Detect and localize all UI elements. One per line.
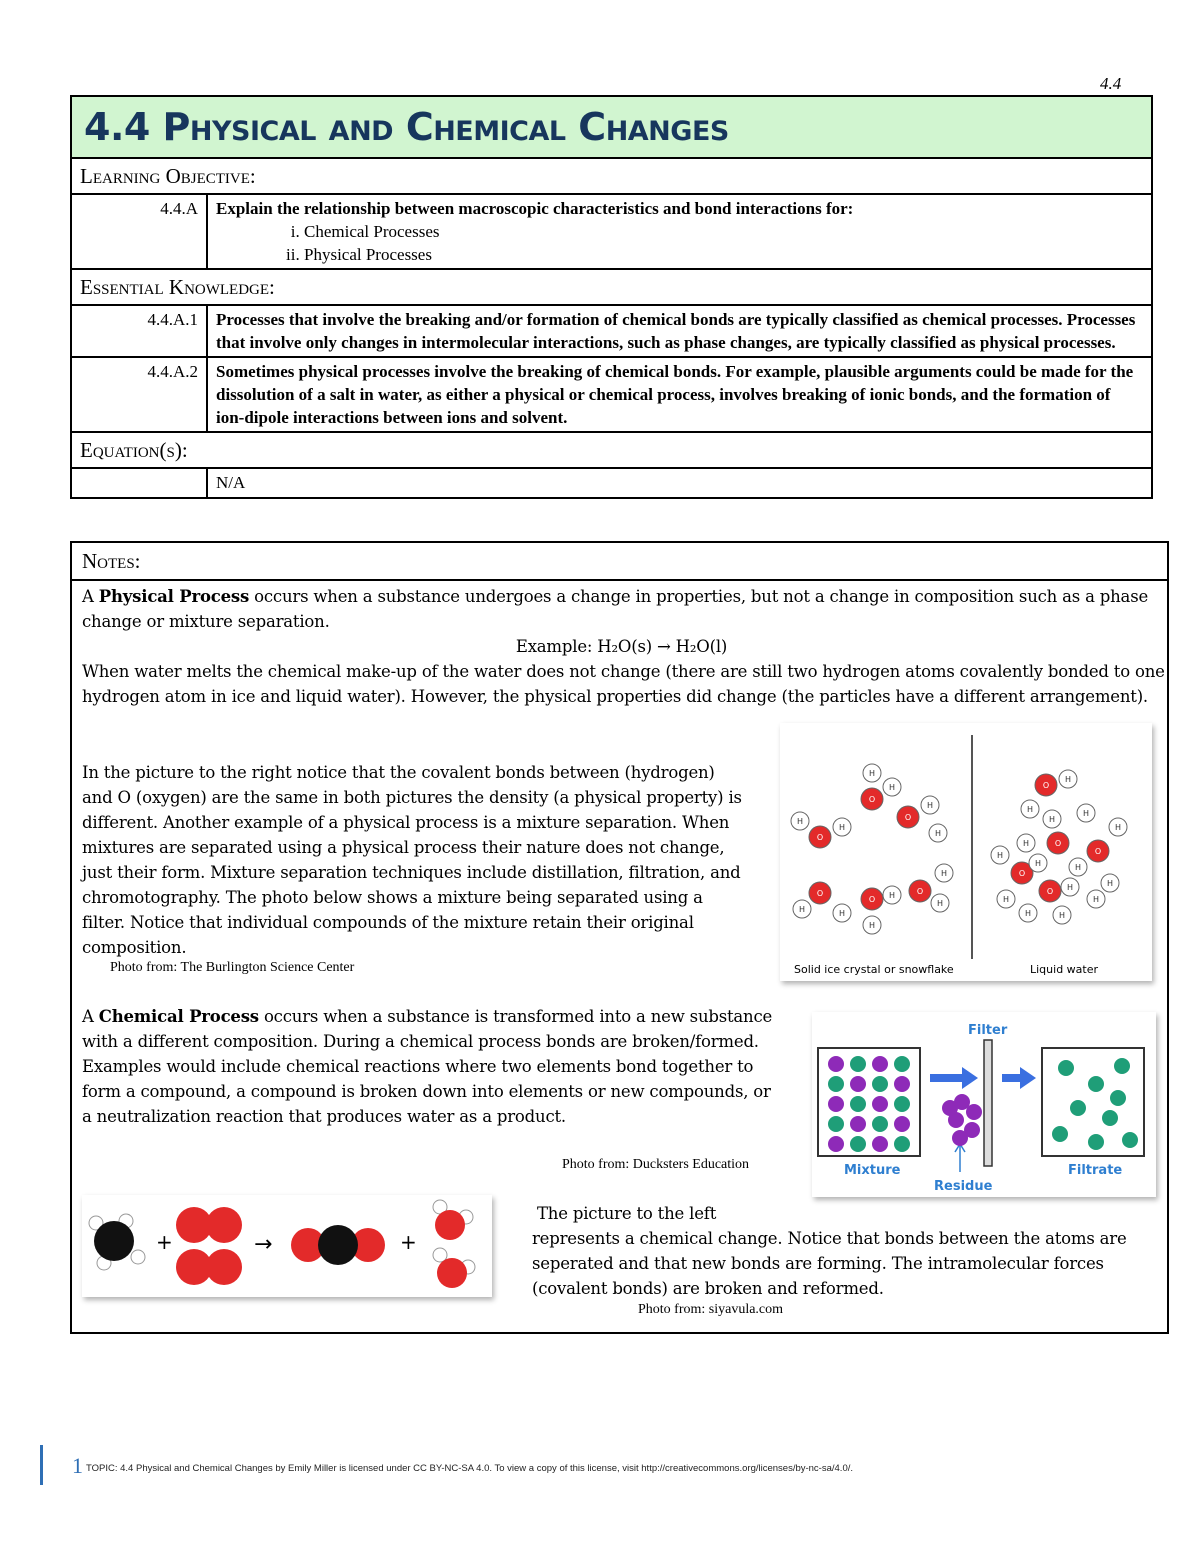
hydrogen-atom-label: H xyxy=(888,891,896,900)
objective-item: i. Chemical Processes xyxy=(304,220,1143,243)
water-molecules xyxy=(433,1200,475,1288)
mixture-particle xyxy=(850,1096,866,1112)
hydrogen-atom-label: H xyxy=(868,921,876,930)
mixture-particle xyxy=(894,1116,910,1132)
hydrogen-atom-label: H xyxy=(1092,895,1100,904)
license-text: TOPIC: 4.4 Physical and Chemical Changes by Emily Miller is licensed under CC BY-NC-SA 4.0. To view a copy of this license, visit http://creativecommons.org/licenses/by-nc-sa/4.0/. xyxy=(86,1463,854,1474)
section-number: 4.4 xyxy=(1100,74,1122,93)
hydrogen-atom-label: H xyxy=(1024,909,1032,918)
mixture-particle xyxy=(894,1056,910,1072)
mixture-particle xyxy=(894,1076,910,1092)
learning-objective-heading: Learning Objective: xyxy=(71,158,1152,194)
filtrate-particle xyxy=(1058,1060,1074,1076)
residue-particle xyxy=(942,1100,958,1116)
reaction-figure xyxy=(82,1195,492,1297)
example-equation: Example: H₂O(s) → H₂O(l) xyxy=(515,637,728,656)
residue-particles xyxy=(942,1094,982,1146)
knowledge-text: Sometimes physical processes involve the breaking of chemical bonds. For example, plausible arguments could be made for the dissolution of a salt in water, as either a physical or chemical process, involves breaking of ionic bonds, and the formation of ion-dipole interactions between ions and solvent. xyxy=(207,357,1152,432)
filtration-diagram xyxy=(812,1012,1156,1197)
hydrogen-atom-label: H xyxy=(838,823,846,832)
mixture-particle xyxy=(850,1136,866,1152)
mixture-particle xyxy=(894,1136,910,1152)
mixture-particle xyxy=(828,1076,844,1092)
arrow-to-filtrate xyxy=(1002,1067,1036,1089)
essential-knowledge-heading: Essential Knowledge: xyxy=(71,269,1152,305)
hydrogen-atom-label: H xyxy=(1034,859,1042,868)
hydrogen-atom-label: H xyxy=(798,905,806,914)
filtrate-particle xyxy=(1088,1134,1104,1150)
equations-heading: Equation(s): xyxy=(71,432,1152,468)
oxygen-atom-label: O xyxy=(1018,869,1026,878)
filtrate-particle xyxy=(1114,1058,1130,1074)
objective-text xyxy=(207,194,1152,269)
reaction-intro: The picture to the left xyxy=(537,1204,717,1223)
objective-table xyxy=(70,95,1153,499)
hydrogen-atom-label: H xyxy=(936,899,944,908)
oxygen-atom-label: O xyxy=(1054,839,1062,848)
residue-label: Residue xyxy=(934,1179,993,1194)
filtrate-particle xyxy=(1052,1126,1068,1142)
mixture-particle xyxy=(872,1136,888,1152)
chemical-process-term: Chemical Process xyxy=(98,1007,259,1026)
chemical-intro: A xyxy=(82,1007,99,1026)
carbon-dioxide-molecule xyxy=(291,1225,385,1265)
plus-sign: + xyxy=(400,1230,417,1254)
oxygen-atom-label: O xyxy=(1042,781,1050,790)
hydrogen-atom-label: H xyxy=(1048,815,1056,824)
filtrate-particle xyxy=(1088,1076,1104,1092)
knowledge-code: 4.4.A.2 xyxy=(71,357,207,432)
filtrate-particle xyxy=(1122,1132,1138,1148)
hydrogen-atom-label: H xyxy=(1114,823,1122,832)
hydrogen-atom-label: H xyxy=(1106,879,1114,888)
hydrogen-atom-label: H xyxy=(1002,895,1010,904)
oxygen-atom-label: O xyxy=(868,895,876,904)
hydrogen-atom-label: H xyxy=(934,829,942,838)
page-number: 1 xyxy=(72,1453,83,1478)
knowledge-text: Processes that involve the breaking and/or formation of chemical bonds are typically classified as chemical processes. Processes that involve only changes in intermolecular interactions, such as phase changes, are typically classified as physical processes. xyxy=(207,305,1152,357)
hydrogen-atom-label: H xyxy=(888,783,896,792)
hydrogen-atom-label: H xyxy=(1066,883,1074,892)
physical-intro: A xyxy=(82,587,99,606)
mixture-particle xyxy=(872,1116,888,1132)
oxygen-molecules xyxy=(176,1207,242,1285)
mixture-particle xyxy=(850,1056,866,1072)
oxygen-atom-label: O xyxy=(816,889,824,898)
residue-particle xyxy=(952,1130,968,1146)
liquid-caption: Liquid water xyxy=(1030,963,1099,976)
filtrate-particle xyxy=(1102,1110,1118,1126)
liquid-molecules xyxy=(991,770,1127,924)
filtrate-particle xyxy=(1070,1100,1086,1116)
title-cell xyxy=(71,96,1152,158)
hydrogen-atom-label: H xyxy=(940,869,948,878)
physical-definition: occurs when a substance undergoes a change in properties, but not a change in composition such as a phase change or mixture separation. xyxy=(82,587,1149,631)
mixture-particle xyxy=(850,1116,866,1132)
mixture-particle xyxy=(850,1076,866,1092)
methane-molecule xyxy=(89,1214,145,1270)
hydrogen-atom-label: H xyxy=(1082,809,1090,818)
oxygen-atom-label: O xyxy=(816,833,824,842)
objective-description: Explain the relationship between macroscopic characteristics and bond interactions for: xyxy=(216,199,854,218)
reaction-diagram xyxy=(82,1195,492,1297)
mixture-particle xyxy=(872,1076,888,1092)
filtration-figure xyxy=(812,1012,1156,1197)
oxygen-atom-label: O xyxy=(868,795,876,804)
filter-barrier xyxy=(984,1040,992,1166)
oxygen-atom-label: O xyxy=(904,813,912,822)
ice-molecules xyxy=(791,764,953,934)
hydrogen-atom-label: H xyxy=(1064,775,1072,784)
photo-credit-burlington: Photo from: The Burlington Science Center xyxy=(110,960,355,975)
hydrogen-atom-label: H xyxy=(1026,805,1034,814)
mixture-particle xyxy=(828,1056,844,1072)
photo-credit-ducksters: Photo from: Ducksters Education xyxy=(562,1157,750,1172)
notes-heading: Notes: xyxy=(72,543,1167,581)
picture-paragraph: In the picture to the right notice that the covalent bonds between (hydrogen) and O (oxygen) are the same in both pictures the density (a physical property) is different. Another example of a physical process is a mixture separation. When mixtures are separated using a physical process their nature does not change, just their form. Mixture separation techniques include distillation, filtration, and chromotography. The photo below shows a mixture being separated using a filter. Notice that individual compounds of the mixture retain their original composition. xyxy=(82,763,742,957)
chemical-process-paragraph xyxy=(82,1004,782,1129)
hydrogen-atom-label: H xyxy=(1058,911,1066,920)
physical-process-term: Physical Process xyxy=(98,587,250,606)
mixture-particle xyxy=(828,1096,844,1112)
page-title: 4.4 Physical and Chemical Changes xyxy=(84,105,729,149)
water-paragraph: When water melts the chemical make-up of the water does not change (there are still two hydrogen atoms covalently bonded to one hydrogen atom in ice and liquid water). However, the physical properties did change (the particles have a different arrangement). xyxy=(82,662,1165,706)
hydrogen-atom-label: H xyxy=(796,817,804,826)
mixture-particle xyxy=(828,1136,844,1152)
filtrate-label: Filtrate xyxy=(1068,1163,1123,1178)
oxygen-atom-label: O xyxy=(916,887,924,896)
physical-process-paragraph xyxy=(82,584,1162,634)
hydrogen-atom-label: H xyxy=(996,851,1004,860)
ice-water-diagram xyxy=(780,723,1152,981)
objective-list xyxy=(216,220,1143,266)
notes-box xyxy=(70,541,1169,1334)
mixture-particle xyxy=(894,1096,910,1112)
mixture-particle xyxy=(828,1116,844,1132)
knowledge-code: 4.4.A.1 xyxy=(71,305,207,357)
reaction-description: represents a chemical change. Notice that bonds between the atoms are seperated and that new bonds are forming. The intramolecular forces (covalent bonds) are broken and reformed. xyxy=(532,1229,1127,1298)
objective-code: 4.4.A xyxy=(71,194,207,269)
reaction-arrow: → xyxy=(254,1232,273,1257)
residue-particle xyxy=(966,1104,982,1120)
filter-label: Filter xyxy=(968,1023,1008,1038)
arrow-to-filter xyxy=(930,1067,978,1089)
footer-bar xyxy=(40,1445,43,1485)
hydrogen-atom-label: H xyxy=(1074,863,1082,872)
hydrogen-atom-label: H xyxy=(926,801,934,810)
oxygen-atom-label: O xyxy=(1046,887,1054,896)
photo-credit-siyavula: Photo from: siyavula.com xyxy=(638,1302,784,1317)
hydrogen-atom-label: H xyxy=(868,769,876,778)
equation-code-empty xyxy=(71,468,207,498)
reaction-paragraph xyxy=(532,1201,1162,1301)
equation-value: N/A xyxy=(207,468,1152,498)
objective-item: ii. Physical Processes xyxy=(304,243,1143,266)
mixture-label: Mixture xyxy=(844,1163,901,1178)
chemical-definition: occurs when a substance is transformed into a new substance with a different composition. During a chemical process bonds are broken/formed. Examples would include chemical reactions where two elements bond together to form a compound, a compound is broken down into elements or new compounds, or a neutralization reaction that produces water as a product. xyxy=(82,1007,773,1126)
hydrogen-atom-label: H xyxy=(1022,839,1030,848)
ice-caption: Solid ice crystal or snowflake xyxy=(794,963,954,976)
hydrogen-atom-label: H xyxy=(838,909,846,918)
mixture-particle xyxy=(872,1096,888,1112)
oxygen-atom-label: O xyxy=(1094,847,1102,856)
mixture-particle xyxy=(872,1056,888,1072)
plus-sign: + xyxy=(156,1230,173,1254)
ice-water-figure xyxy=(780,723,1152,981)
filtrate-particle xyxy=(1110,1090,1126,1106)
